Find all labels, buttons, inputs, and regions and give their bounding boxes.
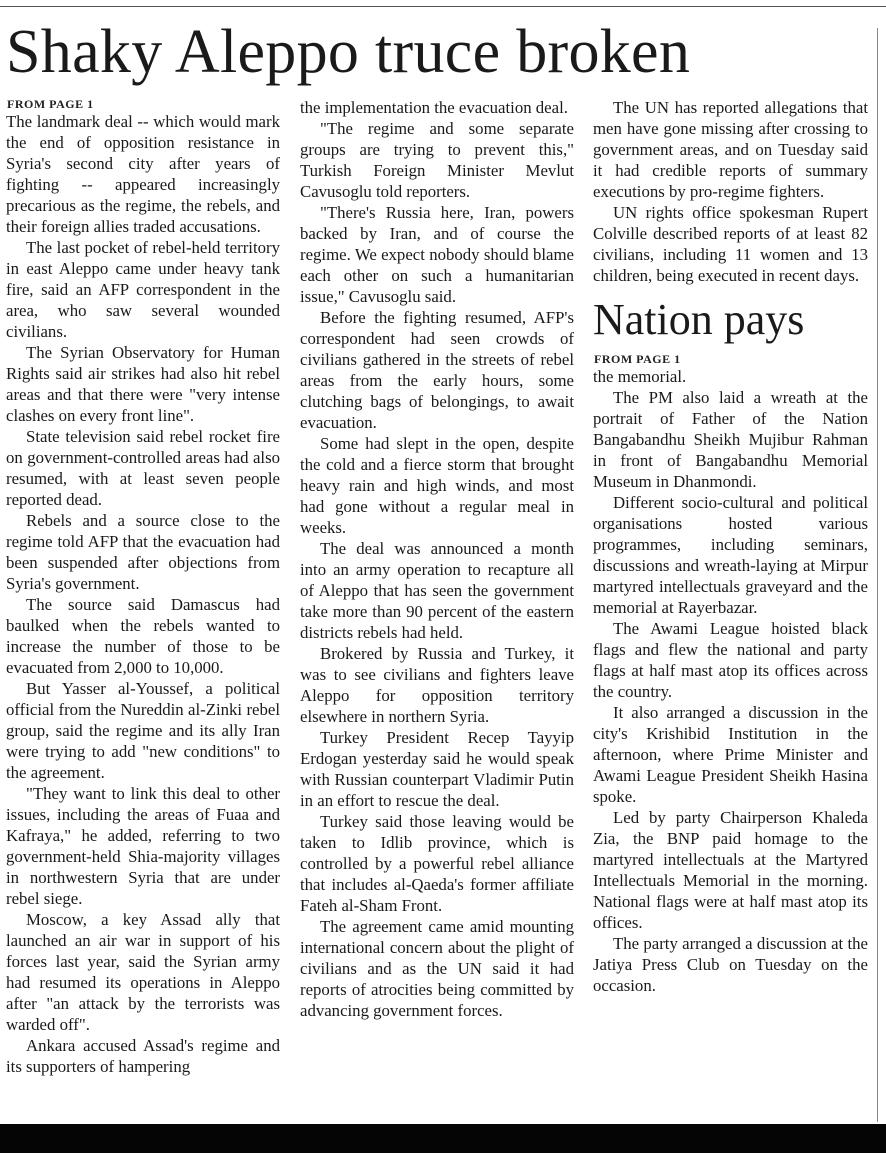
paragraph: The Syrian Observatory for Human Rights said air strikes had also hit rebel areas and that there were "very intense clashes on every front line". — [6, 343, 280, 425]
right-column-rule — [877, 28, 878, 1122]
paragraph: But Yasser al-Youssef, a political official from the Nureddin al-Zinki rebel group, said the regime and its ally Iran were trying to add "new conditions" to the agreement. — [6, 679, 280, 782]
paragraph: Different socio-cultural and political organisations hosted various programmes, including seminars, discussions and wreath-laying at Mirpur martyred intellectuals graveyard and the memorial at Rayerbazar. — [593, 493, 868, 617]
kicker: FROM PAGE 1 — [7, 97, 94, 111]
paragraph: The party arranged a discussion at the Jatiya Press Club on Tuesday on the occasion. — [593, 934, 868, 995]
paragraph: Led by party Chairperson Khaleda Zia, the BNP paid homage to the martyred intellectuals at the Martyred Intellectuals Memorial in the morning. National flags were at half mast atop its offices. — [593, 808, 868, 932]
paragraph: Rebels and a source close to the regime told AFP that the evacuation had been suspended after objections from Syria's government. — [6, 511, 280, 593]
paragraph: "There's Russia here, Iran, powers backed by Iran, and of course the regime. We expect nobody should blame each other on such a humanitarian issue," Cavusoglu said. — [300, 203, 574, 306]
paragraph: The UN has reported allegations that men have gone missing after crossing to government areas, and on Tuesday said it had credible reports of summary executions by pro-regime fighters. — [593, 98, 868, 201]
paragraph: the memorial. — [593, 367, 687, 386]
paragraph: The last pocket of rebel-held territory in east Aleppo came under heavy tank fire, said an AFP correspondent in the area, who saw several wounded civilians. — [6, 238, 280, 341]
paragraph: State television said rebel rocket fire on government-controlled areas had also resumed, with at least seven people reported dead. — [6, 427, 280, 509]
paragraph: Some had slept in the open, despite the cold and a fierce storm that brought heavy rain and high winds, and most had gone without a regular meal in weeks. — [300, 434, 574, 537]
headline: Shaky Aleppo truce broken — [6, 18, 691, 86]
paragraph: Ankara accused Assad's regime and its supporters of hampering — [6, 1036, 280, 1076]
paragraph: UN rights office spokesman Rupert Colville described reports of at least 82 civilians, including 11 women and 13 children, being executed in recent days. — [593, 203, 868, 285]
paragraph: It also arranged a discussion in the city's Krishibid Institution in the afternoon, where Prime Minister and Awami League President Sheikh Hasina spoke. — [593, 703, 868, 806]
paragraph: The landmark deal -- which would mark the end of opposition resistance in Syria's second city after years of fighting -- appeared increasingly precarious as the regime, the rebels, and their foreign allies traded accusations. — [6, 112, 280, 236]
paragraph: The source said Damascus had baulked when the rebels wanted to increase the number of those to be evacuated from 2,000 to 10,000. — [6, 595, 280, 677]
paragraph: The deal was announced a month into an army operation to recapture all of Aleppo that has seen the government take more than 90 percent of the eastern districts rebels had held. — [300, 539, 574, 642]
sub-headline: Nation pays — [593, 295, 805, 344]
bottom-black-bar — [0, 1124, 886, 1153]
paragraph: Turkey said those leaving would be taken to Idlib province, which is controlled by a powerful rebel alliance that includes al-Qaeda's former affiliate Fateh al-Sham Front. — [300, 812, 574, 915]
paragraph: Turkey President Recep Tayyip Erdogan yesterday said he would speak with Russian counterpart Vladimir Putin in an effort to rescue the deal. — [300, 728, 574, 810]
paragraph: The agreement came amid mounting international concern about the plight of civilians and as the UN said it had reports of atrocities being committed by advancing government forces. — [300, 917, 574, 1020]
article-column-3 — [593, 97, 868, 1123]
paragraph: Moscow, a key Assad ally that launched an air war in support of his forces last year, said the Syrian army had resumed its operations in Aleppo after "an attack by the terrorists was warded off". — [6, 910, 280, 1034]
paragraph: Brokered by Russia and Turkey, it was to see civilians and fighters leave Aleppo for opposition territory elsewhere in northern Syria. — [300, 644, 574, 726]
article-column-2 — [300, 97, 574, 1123]
paragraph: the implementation the evacuation deal. — [300, 98, 568, 117]
paragraph: "They want to link this deal to other issues, including the areas of Fuaa and Kafraya," he added, referring to two government-held Shia-majority villages in northwestern Syria that are under rebel siege. — [6, 784, 280, 908]
top-rule — [0, 6, 886, 7]
article-column-1 — [6, 97, 280, 1123]
paragraph: "The regime and some separate groups are trying to prevent this," Turkish Foreign Minister Mevlut Cavusoglu told reporters. — [300, 119, 574, 201]
kicker: FROM PAGE 1 — [594, 352, 681, 366]
paragraph: Before the fighting resumed, AFP's correspondent had seen crowds of civilians gathered in the streets of rebel areas from the early hours, some clutching bags of belongings, to await evacuation. — [300, 308, 574, 432]
paragraph: The Awami League hoisted black flags and flew the national and party flags at half mast atop its offices across the country. — [593, 619, 868, 701]
paragraph: The PM also laid a wreath at the portrait of Father of the Nation Bangabandhu Sheikh Mujibur Rahman in front of Bangabandhu Memorial Museum in Dhanmondi. — [593, 388, 868, 491]
